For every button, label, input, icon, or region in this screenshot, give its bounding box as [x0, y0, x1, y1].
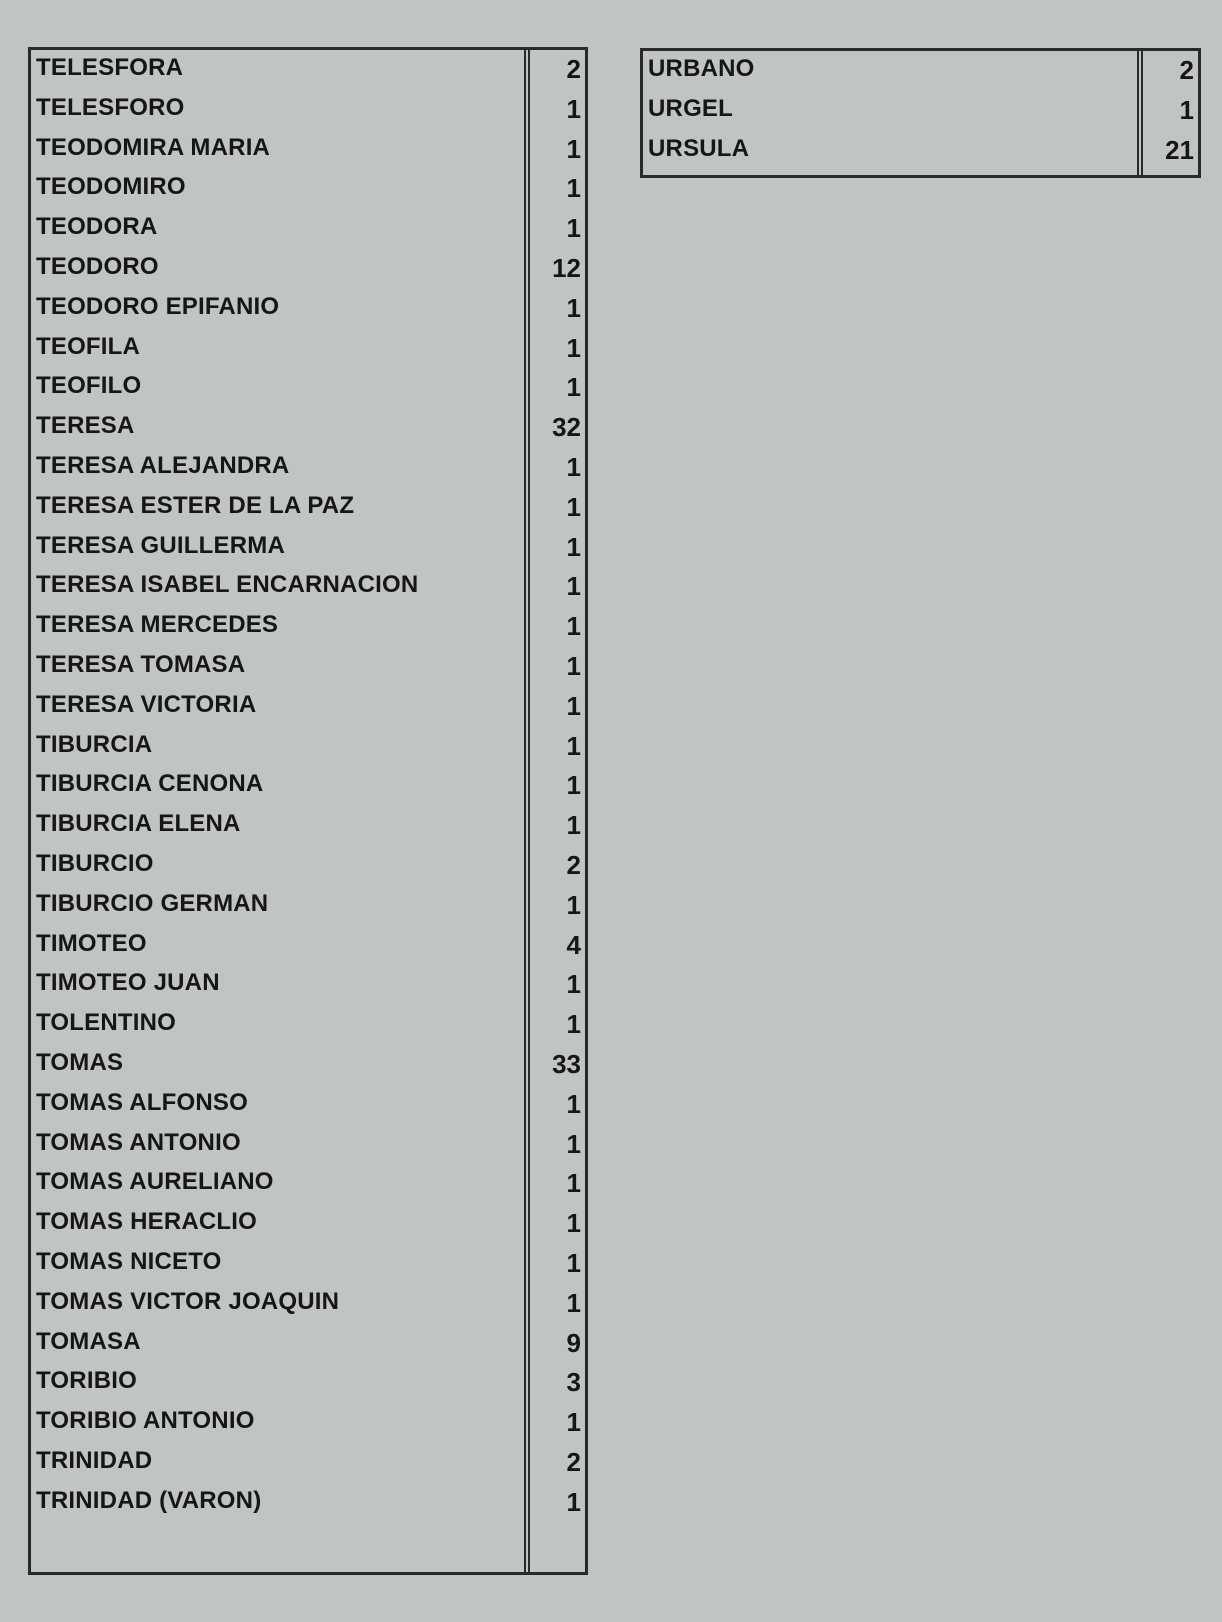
table-row [31, 1085, 585, 1126]
row-count: 2 [566, 54, 581, 84]
table-row [31, 209, 585, 250]
table-row [31, 329, 585, 370]
row-count: 21 [1165, 134, 1194, 165]
row-name: TIBURCIO [36, 850, 154, 877]
table-row [31, 1204, 585, 1245]
table-row [31, 607, 585, 648]
table-row [31, 408, 585, 449]
table-row [31, 1244, 585, 1285]
row-name: TIBURCIA [36, 730, 153, 758]
row-name: TERESA GUILLERMA [36, 531, 285, 559]
table-row [31, 448, 585, 489]
table-row [31, 1045, 585, 1086]
table-row [643, 91, 1198, 132]
table-row [31, 130, 585, 171]
table-row [31, 1443, 585, 1484]
row-name: TOMASA [36, 1327, 141, 1355]
table-row [31, 846, 585, 887]
table-row [31, 926, 585, 967]
table-row [31, 1125, 585, 1166]
row-count: 3 [566, 1367, 581, 1398]
row-name: TOMAS AURELIANO [36, 1168, 274, 1196]
row-name: URGEL [648, 94, 733, 122]
row-count: 1 [566, 1208, 581, 1239]
table-row [31, 727, 585, 768]
names-table-right [640, 48, 1201, 178]
row-count: 1 [566, 889, 581, 920]
names-table-left [28, 47, 588, 1575]
row-count: 1 [566, 571, 581, 602]
row-count: 1 [566, 1248, 581, 1278]
row-count: 4 [566, 929, 581, 960]
table-row [31, 1363, 585, 1404]
row-count: 12 [552, 253, 581, 283]
table-row [31, 567, 585, 608]
row-name: TIMOTEO [36, 929, 147, 957]
table-row [31, 886, 585, 927]
row-count: 1 [566, 292, 581, 323]
row-count: 1 [566, 969, 581, 1000]
table-row [31, 169, 585, 210]
table-row [31, 687, 585, 728]
row-name: TEODORO [36, 253, 159, 280]
table-row [643, 131, 1198, 172]
row-name: URSULA [648, 134, 750, 162]
row-name: URBANO [648, 55, 755, 82]
row-count: 1 [1179, 94, 1194, 125]
row-count: 2 [566, 1447, 581, 1477]
row-name: TERESA VICTORIA [36, 690, 257, 718]
row-name: TEODORA [36, 213, 158, 241]
row-count: 1 [566, 213, 581, 244]
row-name: TEODOMIRO [36, 173, 186, 201]
row-count: 9 [566, 1327, 581, 1358]
row-count: 1 [566, 452, 581, 482]
row-count: 1 [566, 332, 581, 363]
table-row [31, 766, 585, 807]
row-count: 2 [566, 850, 581, 880]
row-count: 1 [566, 770, 581, 801]
row-name: TIBURCIO GERMAN [36, 889, 269, 917]
table-row [31, 1284, 585, 1325]
row-count: 1 [566, 372, 581, 403]
table-row [31, 806, 585, 847]
row-count: 1 [566, 173, 581, 204]
row-name: TERESA ISABEL ENCARNACION [36, 571, 419, 599]
table-row [31, 965, 585, 1006]
row-count: 33 [552, 1049, 581, 1079]
row-name: TIBURCIA CENONA [36, 770, 264, 798]
row-name: TEOFILO [36, 372, 142, 400]
row-name: TOMAS NICETO [36, 1248, 222, 1275]
table-row [31, 528, 585, 569]
row-count: 1 [566, 730, 581, 761]
row-name: TELESFORO [36, 93, 185, 121]
row-name: TIMOTEO JUAN [36, 969, 220, 997]
table-row [31, 289, 585, 330]
table-row [31, 368, 585, 409]
table-row [31, 50, 585, 91]
row-name: TERESA ESTER DE LA PAZ [36, 491, 355, 519]
row-count: 1 [566, 1009, 581, 1040]
row-count: 1 [566, 133, 581, 164]
row-count: 1 [566, 491, 581, 522]
row-count: 1 [566, 810, 581, 841]
table-row [31, 488, 585, 529]
table-row [31, 1005, 585, 1046]
row-name: TERESA [36, 412, 135, 440]
row-name: TRINIDAD [36, 1447, 153, 1474]
row-name: TOMAS VICTOR JOAQUIN [36, 1287, 340, 1315]
row-count: 1 [566, 93, 581, 124]
table-row [31, 1483, 585, 1524]
table-row [31, 1164, 585, 1205]
row-name: TEOFILA [36, 332, 141, 360]
row-count: 32 [552, 412, 581, 443]
row-count: 1 [566, 1088, 581, 1119]
table-row [31, 1403, 585, 1444]
row-count: 1 [566, 531, 581, 562]
table-row [31, 647, 585, 688]
row-count: 1 [566, 1486, 581, 1517]
row-count: 1 [566, 611, 581, 642]
row-name: TORIBIO [36, 1367, 137, 1395]
table-row [31, 90, 585, 131]
row-name: TIBURCIA ELENA [36, 810, 241, 838]
row-count: 1 [566, 1128, 581, 1159]
row-count: 1 [566, 690, 581, 721]
row-name: TOLENTINO [36, 1009, 177, 1037]
row-count: 1 [566, 651, 581, 681]
row-name: TOMAS ALFONSO [36, 1088, 248, 1116]
row-name: TERESA ALEJANDRA [36, 452, 290, 479]
row-count: 1 [566, 1287, 581, 1318]
row-count: 2 [1179, 55, 1194, 85]
row-name: TELESFORA [36, 54, 184, 81]
row-name: TOMAS HERACLIO [36, 1208, 258, 1236]
row-name: TOMAS ANTONIO [36, 1128, 241, 1156]
table-row [643, 51, 1198, 92]
row-name: TEODORO EPIFANIO [36, 292, 280, 320]
row-name: TERESA MERCEDES [36, 611, 279, 639]
row-name: TOMAS [36, 1049, 124, 1076]
row-name: TERESA TOMASA [36, 651, 246, 678]
row-name: TRINIDAD (VARON) [36, 1486, 262, 1514]
table-row [31, 249, 585, 290]
table-row [31, 1324, 585, 1365]
row-name: TEODOMIRA MARIA [36, 133, 271, 161]
row-count: 1 [566, 1407, 581, 1438]
row-name: TORIBIO ANTONIO [36, 1407, 255, 1435]
row-count: 1 [566, 1168, 581, 1199]
